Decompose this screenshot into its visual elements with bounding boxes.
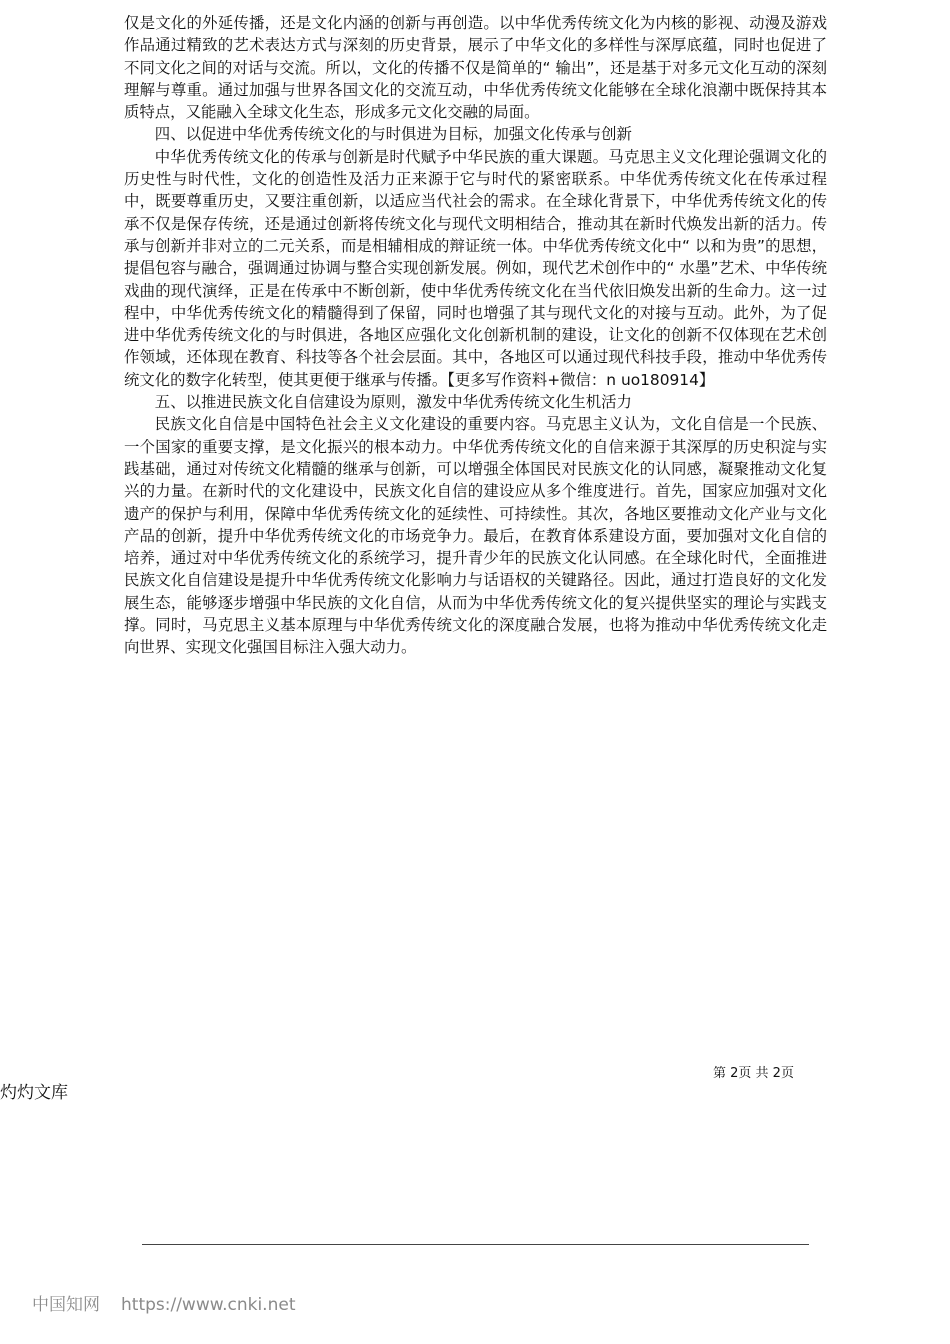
section-heading-5: 五、以推进民族文化自信建设为原则，激发中华优秀传统文化生机活力	[154, 393, 632, 412]
footer-brand	[32, 1293, 295, 1317]
body-paragraph-continuation: 仅是文化的外延传播，还是文化内涵的创新与再创造。以中华优秀传统文化为内核的影视、动漫及游戏作品通过精致的艺术表达方式与深刻的历史背景，展示了中华文化的多样性与深厚底蕴，同时也促进了不同文化之间的对话与交流。所以，文化的传播不仅是简单的“ 输出”，还是基于对多元文化互动的深刻理解与尊重。通过加强与世界各国文化的交流互动，中华优秀传统文化能够在全球化浪潮中既保持其本质特点，又能融入全球文化生态，形成多元文化交融的局面。	[124, 14, 827, 122]
footer-brand-name: 中国知网	[32, 1295, 100, 1315]
document-body	[124, 12, 827, 659]
watermark-text: 灼灼文库	[0, 1083, 68, 1103]
section-heading-4: 四、以促进中华优秀传统文化的与时俱进为目标，加强文化传承与创新	[154, 125, 632, 144]
body-paragraph-section-4: 中华优秀传统文化的传承与创新是时代赋予中华民族的重大课题。马克思主义文化理论强调文化的历史性与时代性，文化的创造性及活力正来源于它与时代的紧密联系。中华优秀传统文化在传承过程中，既要尊重历史，又要注重创新，以适应当代社会的需求。在全球化背景下，中华优秀传统文化的传承不仅是保存传统，还是通过创新将传统文化与现代文明相结合，推动其在新时代焕发出新的活力。传承与创新并非对立的二元关系，而是相辅相成的辩证统一体。中华优秀传统文化中“ 以和为贵”的思想，提倡包容与融合，强调通过协调与整合实现创新发展。例如，现代艺术创作中的“ 水墨”艺术、中华传统戏曲的现代演绎，正是在传承中不断创新，使中华优秀传统文化在当代依旧焕发出新的生命力。这一过程中，中华优秀传统文化的精髓得到了保留，同时也增强了其与现代文化的对接与互动。此外，为了促进中华优秀传统文化的与时俱进，各地区应强化文化创新机制的建设，让文化的创新不仅体现在艺术创作领域，还体现在教育、科技等各个社会层面。其中，各地区可以通过现代科技手段，推动中华优秀传统文化的数字化转型，使其更便于继承与传播。【更多写作资料+微信：n uo180914】	[124, 147, 827, 389]
footer-url-link[interactable]: https://www.cnki.net	[121, 1295, 296, 1315]
footer-divider	[142, 1244, 809, 1245]
body-paragraph-section-5: 民族文化自信是中国特色社会主义文化建设的重要内容。马克思主义认为，文化自信是一个民族、一个国家的重要支撑，是文化振兴的根本动力。中华优秀传统文化的自信来源于其深厚的历史积淀与实践基础，通过对传统文化精髓的继承与创新，可以增强全体国民对民族文化的认同感，凝聚推动文化复兴的力量。在新时代的文化建设中，民族文化自信的建设应从多个维度进行。首先，国家应加强对文化遗产的保护与利用，保障中华优秀传统文化的延续性、可持续性。其次，各地区要推动文化产业与文化产品的创新，提升中华优秀传统文化的市场竞争力。最后，在教育体系建设方面，要加强对文化自信的培养，通过对中华优秀传统文化的系统学习，提升青少年的民族文化认同感。在全球化时代，全面推进民族文化自信建设是提升中华优秀传统文化影响力与话语权的关键路径。因此，通过打造良好的文化发展生态，能够逐步增强中华民族的文化自信，从而为中华优秀传统文化的复兴提供坚实的理论与实践支撑。同时，马克思主义基本原理与中华优秀传统文化的深度融合发展，也将为推动中华优秀传统文化走向世界、实现文化强国目标注入强大动力。	[124, 415, 827, 657]
page-number: 第 2页 共 2页	[713, 1066, 794, 1081]
